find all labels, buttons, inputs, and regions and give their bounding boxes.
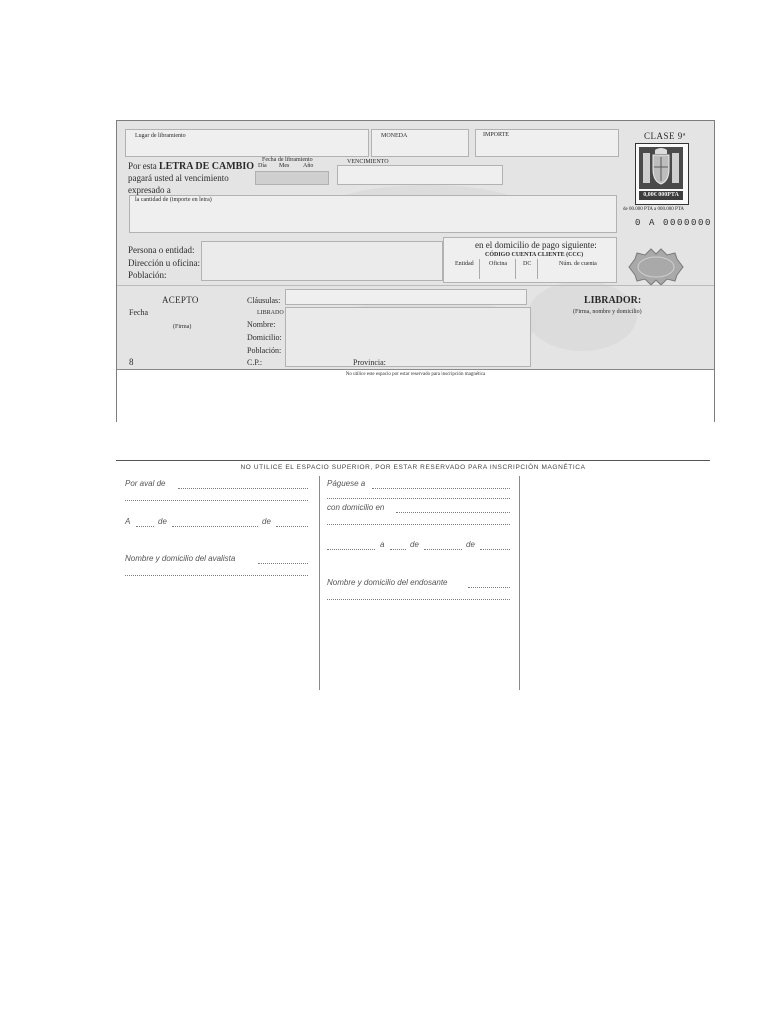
de-label-3: de: [410, 540, 419, 549]
stamp-amount: 0,00€ 000PTA: [639, 191, 683, 200]
reverse-top-rule: [116, 460, 710, 461]
a-month-line[interactable]: [172, 526, 258, 527]
clase-label: CLASE 9ª: [644, 131, 686, 141]
bill-main-area: [117, 121, 714, 369]
vencimiento-label: VENCIMIENTO: [347, 159, 389, 165]
persona-direccion-field[interactable]: [201, 241, 443, 281]
vencimiento-field[interactable]: [337, 165, 503, 185]
librado-field[interactable]: [285, 307, 531, 367]
letra-de-cambio-title: LETRA DE CAMBIO: [159, 161, 255, 172]
provincia-label: Provincia:: [353, 358, 386, 367]
nombre-endosante-label: Nombre y domicilio del endosante: [327, 578, 448, 587]
por-aval-label: Por aval de: [125, 479, 166, 488]
de-label-1: de: [158, 517, 167, 526]
con-domicilio-line-2[interactable]: [327, 524, 510, 525]
endosante-line[interactable]: [468, 587, 510, 588]
ano-label: Año: [303, 163, 314, 169]
coat-of-arms-icon: [639, 147, 683, 189]
de-label-4: de: [466, 540, 475, 549]
corner-mark: 8: [129, 357, 134, 367]
cantidad-label: la cantidad de (importe en letra): [135, 197, 212, 203]
day-line[interactable]: [390, 549, 406, 550]
num-cuenta-label: Núm. de cuenta: [559, 261, 597, 267]
pagara-text: pagará usted al vencimiento: [128, 173, 229, 183]
dia-label: Día: [258, 163, 267, 169]
nombre-label: Nombre:: [247, 320, 276, 329]
importe-label: IMPORTE: [483, 132, 509, 138]
reverse-divider: [319, 476, 320, 690]
domicilio-pago-label: en el domicilio de pago siguiente:: [475, 240, 597, 250]
magnetic-strip-area: [117, 369, 714, 422]
reverse-divider: [519, 476, 520, 690]
con-domicilio-label: con domicilio en: [327, 503, 385, 512]
stamp-range: de 00.000 PTA a 000.000 PTA: [623, 207, 685, 212]
paguese-line-2[interactable]: [327, 498, 510, 499]
clausulas-field[interactable]: [285, 289, 527, 305]
section-divider: [117, 285, 714, 286]
mes-label: Mes: [279, 163, 290, 169]
reverse-title: NO UTILICE EL ESPACIO SUPERIOR, POR ESTAR RESERVADO PARA INSCRIPCIÓN MAGNÉTICA: [240, 464, 586, 471]
poblacion-label: Población:: [128, 270, 167, 280]
bill-front: [116, 120, 715, 422]
acepto-label: ACEPTO: [162, 295, 199, 305]
magnetic-note: No utilice este espacio por estar reservado para inscripción magnética: [345, 372, 486, 377]
librador-sub: (Firma, nombre y domicilio): [573, 309, 642, 315]
por-aval-line[interactable]: [178, 488, 308, 489]
avalista-line-2[interactable]: [125, 575, 308, 576]
lugar-libramiento-label: Lugar de libramiento: [135, 133, 186, 139]
endosante-line-2[interactable]: [327, 599, 510, 600]
firma-label: (Firma): [173, 324, 192, 330]
ccc-label: CÓDIGO CUENTA CLIENTE (CCC): [485, 252, 584, 258]
serial-number: 0 A 0000000: [635, 218, 713, 228]
expresado-text: expresado a: [128, 185, 171, 195]
fecha-label: Fecha: [129, 308, 149, 317]
con-domicilio-line[interactable]: [396, 512, 510, 513]
persona-label: Persona o entidad:: [128, 245, 195, 255]
clausulas-label: Cláusulas:: [247, 296, 281, 305]
ccc-divider: [537, 259, 538, 279]
ccc-divider: [515, 259, 516, 279]
dc-label: DC: [523, 261, 532, 267]
watermark-shape: [527, 281, 637, 351]
moneda-label: MONEDA: [381, 133, 408, 139]
domicilio-label: Domicilio:: [247, 333, 282, 342]
oficina-label: Oficina: [489, 261, 507, 267]
paguese-label: Páguese a: [327, 479, 366, 488]
a-year-line[interactable]: [276, 526, 308, 527]
tax-stamp: [635, 143, 689, 205]
avalista-line[interactable]: [258, 563, 308, 564]
entidad-label: Entidad: [455, 261, 474, 267]
nombre-avalista-label: Nombre y domicilio del avalista: [125, 554, 236, 563]
a-day-line[interactable]: [136, 526, 154, 527]
librador-label: LIBRADOR:: [584, 295, 642, 306]
place-line[interactable]: [327, 549, 375, 550]
cp-label: C.P.:: [247, 358, 263, 367]
por-esta-text: Por esta: [128, 161, 157, 171]
direccion-label: Dirección u oficina:: [128, 258, 200, 268]
letra-heading: [128, 161, 254, 172]
librado-label: LIBRADO: [257, 310, 284, 316]
fecha-libramiento-field[interactable]: [255, 171, 329, 185]
fecha-libramiento-label: Fecha de libramiento: [262, 157, 313, 163]
paguese-line[interactable]: [372, 488, 510, 489]
a-label: A: [125, 517, 131, 526]
por-aval-line-2[interactable]: [125, 500, 308, 501]
ccc-divider: [479, 259, 480, 279]
poblacion2-label: Población:: [247, 346, 282, 355]
year-line[interactable]: [480, 549, 510, 550]
month-line[interactable]: [424, 549, 462, 550]
a-lower-label: a: [380, 540, 385, 549]
de-label-2: de: [262, 517, 271, 526]
